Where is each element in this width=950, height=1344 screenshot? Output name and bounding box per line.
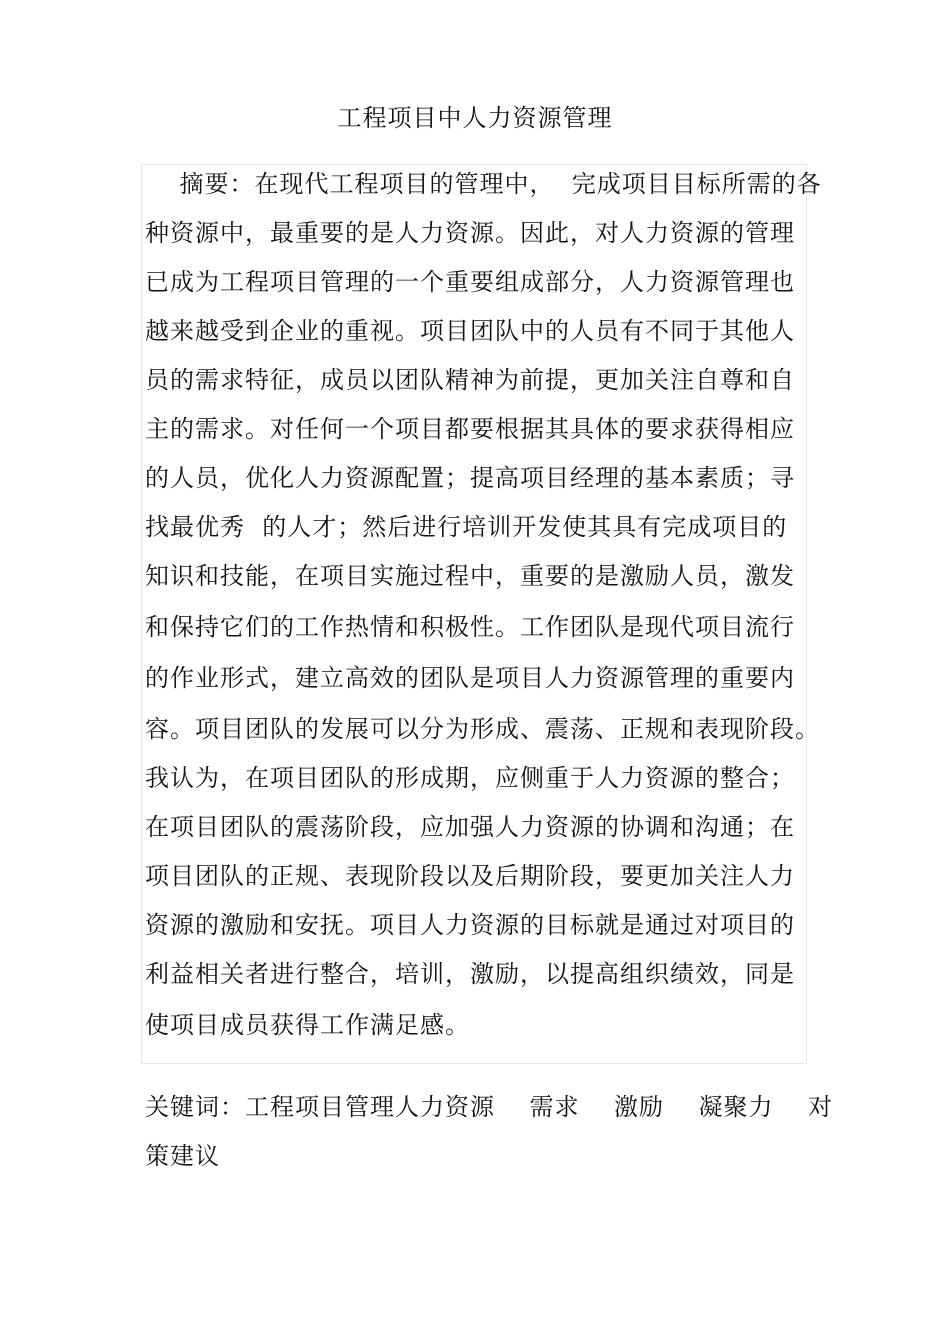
keywords-line: 策建议	[145, 1142, 220, 1170]
abstract-line: 已成为工程项目管理的一个重要组成部分，人力资源管理也	[145, 268, 795, 296]
abstract-line: 种资源中，最重要的是人力资源。因此，对人力资源的管理	[145, 219, 795, 247]
abstract-line: 的人员，优化人力资源配置；提高项目经理的基本素质；寻	[145, 464, 795, 492]
page-title: 工程项目中人力资源管理	[337, 104, 613, 132]
abstract-line: 在项目团队的震荡阶段，应加强人力资源的协调和沟通；在	[145, 813, 795, 841]
abstract-line: 的作业形式，建立高效的团队是项目人力资源管理的重要内	[145, 664, 795, 692]
keywords-line: 关键词：工程项目管理人力资源 需求 激励 凝聚力 对	[145, 1093, 834, 1121]
abstract-line: 主的需求。对任何一个项目都要根据其具体的要求获得相应	[145, 415, 795, 443]
abstract-line: 使项目成员获得工作满足感。	[145, 1011, 470, 1039]
abstract-line: 越来越受到企业的重视。项目团队中的人员有不同于其他人	[145, 317, 795, 345]
abstract-line: 我认为，在项目团队的形成期，应侧重于人力资源的整合；	[145, 764, 795, 792]
abstract-line: 员的需求特征，成员以团队精神为前提，更加关注自尊和自	[145, 366, 795, 394]
abstract-line: 利益相关者进行整合，培训，激励，以提高组织绩效，同是	[145, 960, 795, 988]
abstract-line: 资源的激励和安抚。项目人力资源的目标就是通过对项目的	[145, 911, 795, 939]
abstract-line: 知识和技能，在项目实施过程中，重要的是激励人员，激发	[145, 562, 795, 590]
abstract-line: 和保持它们的工作热情和积极性。工作团队是现代项目流行	[145, 613, 795, 641]
abstract-line: 找最优秀 的人才；然后进行培训开发使其具有完成项目的	[145, 513, 788, 541]
abstract-line: 摘要：在现代工程项目的管理中， 完成项目目标所需的各	[145, 170, 822, 198]
abstract-line: 项目团队的正规、表现阶段以及后期阶段，要更加关注人力	[145, 862, 795, 890]
abstract-line: 容。项目团队的发展可以分为形成、震荡、正规和表现阶段。	[145, 715, 820, 743]
